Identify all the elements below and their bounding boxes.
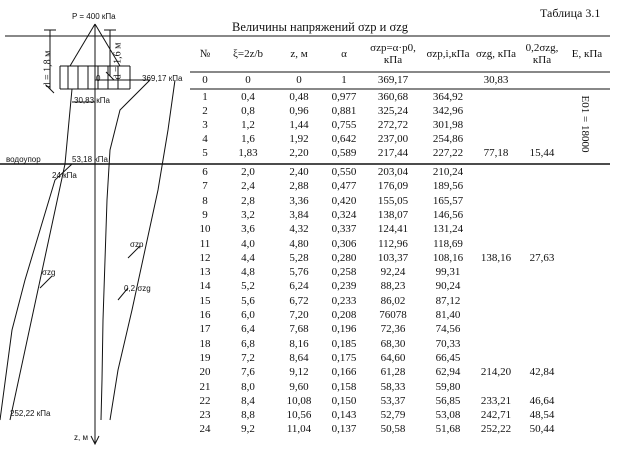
table-cell-alpha: 0,642 [331,133,357,145]
table-cell-n: 17 [199,323,211,336]
table-cell-xi: 5,6 [241,294,255,307]
s-water-label: 53,18 кПа [72,155,108,164]
table-cell-n: 3 [202,119,208,131]
table-cell-szg02: 50,44 [529,423,555,436]
table-cell-z: 1,92 [289,133,309,145]
table-cell-z: 8,64 [289,351,309,364]
s-24-label: 24 кПа [52,171,77,180]
table-cell-z: 10,56 [286,409,312,422]
table-cell-alpha: 0,239 [331,280,357,293]
szg-curve-label: σzg [42,268,56,277]
table-cell-szp: 58,33 [380,380,406,393]
table-cell-alpha: 0,258 [331,266,357,279]
header-xi: ξ=2z/b [232,48,264,60]
table-cell-z: 7,68 [289,323,309,336]
table-cell-szp: 61,28 [380,366,406,379]
table-cell-szp: 50,58 [380,423,406,436]
table-cell-alpha: 0,137 [331,423,357,436]
table-cell-alpha: 0,477 [331,180,357,193]
table-cell-szg: 252,22 [480,423,512,436]
dim-right-label: d = 1,6 м [112,42,124,80]
table-cell-szg02: 15,44 [529,147,555,159]
table-cell-szg02: 46,64 [529,394,555,407]
table-cell-xi: 1,2 [241,119,255,131]
table-cell-szp: 203,04 [377,166,409,178]
table-cell-n: 19 [199,351,211,364]
table-cell-xi: 0,8 [241,105,255,117]
table-cell-n: 14 [199,280,211,293]
table-cell-xi: 0,4 [241,91,255,103]
waterproof-label: водоупор [6,155,41,164]
table-cell-szg02: 42,84 [529,366,555,379]
s-bottom-label: 252,22 кПа [10,409,51,418]
header-szp-line1: σzp=α·p0, [370,42,416,54]
table-cell-n: 23 [199,409,211,422]
table-cell-szpi: 99,31 [435,266,461,279]
table-cell-szpi: 56,85 [435,394,461,407]
table-cell-szpi: 59,80 [435,380,461,393]
table-cell-szp: 272,72 [377,119,409,131]
table-cell-szp: 217,44 [377,147,409,159]
table-cell-szpi: 131,24 [432,223,464,236]
table-cell-szpi: 70,33 [435,337,461,350]
table-cell-z: 9,12 [289,366,309,379]
table-cell-szp: 52,79 [380,409,406,422]
table-cell-szg02: 27,63 [529,251,555,264]
table-cell-alpha: 0,420 [331,194,357,207]
table-cell-xi: 8,8 [241,409,255,422]
table-cell-alpha: 0,208 [331,309,357,321]
table-cell-xi: 1,83 [238,147,258,159]
table-cell-alpha: 0,280 [331,251,357,264]
table-cell-alpha: 0,233 [331,294,357,307]
szp-curve-label: σzp [130,240,144,249]
table-cell-n: 0 [202,74,208,86]
header-alpha: α [341,48,347,60]
table-cell-alpha: 0,324 [331,208,357,221]
szg02-curve [0,164,72,420]
z-axis-label: z, м [74,433,88,442]
table-cell-szpi: 165,57 [432,194,464,207]
table-cell-alpha: 0,166 [331,366,357,379]
table-cell-alpha: 0,306 [331,237,357,250]
table-cell-szpi: 254,86 [432,133,464,145]
table-cell-z: 6,24 [289,280,309,293]
table-cell-n: 1 [202,91,208,103]
szg-leader [40,276,52,288]
szp-curve [101,80,150,420]
table-cell-alpha: 0,589 [331,147,357,159]
table-cell-z: 5,28 [289,251,309,264]
p0-label: 369,17 кПа [142,74,183,83]
table-cell-alpha: 0,150 [331,394,357,407]
table-cell-n: 20 [199,366,211,379]
table-cell-xi: 3,6 [241,223,255,236]
table-cell-z: 0,48 [289,91,309,103]
table-cell-z: 7,20 [289,309,309,321]
table-cell-alpha: 0,158 [331,380,357,393]
table-cell-n: 9 [202,208,208,221]
table-cell-szp: 325,24 [377,105,409,117]
table-cell-szg: 30,83 [483,74,509,86]
table-cell-szp: 92,24 [380,266,406,279]
table-cell-xi: 4,8 [241,266,255,279]
table-number: Таблица 3.1 [540,6,601,20]
table-cell-z: 3,84 [289,208,309,221]
table-cell-szp: 88,23 [380,280,406,293]
header-szg02-line1: 0,2σzg, [525,42,559,54]
table-cell-z: 0,96 [289,105,309,117]
table-cell-alpha: 0,175 [331,351,357,364]
header-szpi: σzp,i,кПа [426,48,470,60]
table-cell-n: 4 [202,133,208,145]
table-cell-szpi: 51,68 [435,423,461,436]
table-cell-n: 10 [199,223,211,236]
table-cell-xi: 2,4 [241,180,255,193]
table-cell-szp: 53,37 [380,394,406,407]
table-cell-xi: 8,4 [241,394,255,407]
table-cell-szpi: 364,92 [432,91,464,103]
table-cell-xi: 0 [245,74,251,86]
table-cell-alpha: 0,550 [331,166,357,178]
table-cell-szpi: 118,69 [433,237,463,250]
table-cell-z: 2,88 [289,180,309,193]
table-cell-n: 18 [199,337,211,350]
table-cell-xi: 1,6 [241,133,255,145]
table-cell-szpi: 90,24 [435,280,461,293]
table-cell-n: 16 [199,309,211,321]
table-cell-szpi: 108,16 [432,251,464,264]
szg-upper [65,89,72,164]
table-cell-szpi: 74,56 [435,323,461,336]
table-cell-szpi: 210,24 [432,166,464,178]
table-cell-szg: 77,18 [483,147,509,159]
table-cell-xi: 4,0 [241,237,255,250]
table-cell-z: 0 [296,74,302,86]
table-cell-xi: 2,0 [241,166,255,178]
table-cell-alpha: 0,755 [331,119,357,131]
table-cell-n: 12 [199,251,211,264]
table-cell-n: 6 [202,166,208,178]
e-value: E01 = 18000 [579,95,591,153]
table-cell-z: 11,04 [286,423,312,436]
table-cell-xi: 6,8 [241,337,255,350]
header-szg02-line2: кПа [532,54,552,66]
table-cell-xi: 4,4 [241,251,255,264]
zero-mark: 0 [96,74,101,83]
table-cell-n: 11 [199,237,211,250]
table-cell-z: 9,60 [289,380,309,393]
header-szp [366,42,420,66]
table-cell-szpi: 87,12 [435,294,461,307]
table-cell-n: 22 [199,394,211,407]
table-cell-szp: 369,17 [377,74,409,86]
table-cell-szpi: 66,45 [435,351,461,364]
table-cell-xi: 8,0 [241,380,255,393]
header-n: № [199,48,211,60]
table-cell-szp: 76078 [379,309,407,321]
table-cell-n: 21 [199,380,211,393]
table-cell-alpha: 0,185 [331,337,357,350]
table-cell-alpha: 0,143 [331,409,357,422]
table-cell-szp: 360,68 [377,91,409,103]
table-cell-szp: 68,30 [380,337,406,350]
table-cell-n: 15 [199,294,211,307]
table-cell-szp: 237,00 [377,133,409,145]
table-cell-szpi: 301,98 [432,119,464,131]
table-cell-szp: 176,09 [377,180,409,193]
table-cell-z: 1,44 [289,119,309,131]
table-cell-z: 4,80 [289,237,309,250]
table-cell-n: 13 [199,266,211,279]
table-cell-alpha: 0,881 [331,105,357,117]
table-cell-xi: 6,4 [241,323,255,336]
table-cell-szg02: 48,54 [529,409,555,422]
table-cell-alpha: 0,977 [331,91,357,103]
table-cell-szp: 138,07 [377,208,409,221]
table-cell-xi: 9,2 [241,423,255,436]
s-top-label: 30,83 кПа [74,96,110,105]
table-cell-xi: 2,8 [241,194,255,207]
table-cell-szp: 112,96 [378,237,408,250]
table-cell-szpi: 189,56 [432,180,464,193]
table-cell-n: 2 [202,105,208,117]
szp-right-curve [110,80,175,420]
table-cell-szp: 124,41 [377,223,409,236]
table-cell-alpha: 0,196 [331,323,357,336]
header-szg02 [520,42,564,66]
table-cell-z: 6,72 [289,294,309,307]
table-cell-n: 24 [199,423,211,436]
table-cell-z: 5,76 [289,266,309,279]
table-cell-xi: 7,2 [241,351,255,364]
table-cell-xi: 3,2 [241,208,255,221]
table-cell-szg: 242,71 [480,409,512,422]
table-cell-szpi: 227,22 [432,147,464,159]
table-title: Величины напряжений σzp и σzg [232,20,408,34]
table-cell-n: 7 [202,180,208,193]
table-cell-z: 8,16 [289,337,309,350]
header-szg: σzg, кПа [476,48,516,60]
header-e: E, кПа [571,48,603,60]
table-cell-z: 3,36 [289,194,309,207]
table-cell-xi: 7,6 [241,366,255,379]
header-z: z, м [290,48,308,60]
table-cell-alpha: 1 [341,74,347,86]
table-cell-szp: 72,36 [380,323,406,336]
table-cell-z: 10,08 [286,394,312,407]
table-cell-z: 2,20 [289,147,309,159]
table-cell-n: 8 [202,194,208,207]
table-cell-szp: 103,37 [377,251,409,264]
table-cell-alpha: 0,337 [331,223,357,236]
table-cell-z: 2,40 [289,166,309,178]
table-cell-xi: 5,2 [241,280,255,293]
table-cell-szpi: 62,94 [435,366,461,379]
dim-left-label: d = 1,8 м [42,50,54,88]
table-cell-szg: 138,16 [480,251,512,264]
table-cell-szg: 233,21 [480,394,512,407]
table-cell-z: 4,32 [289,223,309,236]
table-cell-szpi: 81,40 [435,309,461,321]
table-cell-szp: 86,02 [380,294,406,307]
szg02-curve-label: 0,2 σzg [124,284,151,293]
table-cell-szpi: 342,96 [432,105,464,117]
load-label: P = 400 кПа [72,12,116,21]
szg-curve [10,164,65,420]
table-cell-szpi: 53,08 [435,409,461,422]
table-cell-szp: 64,60 [380,351,406,364]
table-cell-n: 5 [202,147,208,159]
table-cell-xi: 6,0 [241,309,255,321]
header-szp-line2: кПа [383,54,403,66]
table-cell-szpi: 146,56 [432,208,464,221]
table-cell-szg: 214,20 [480,366,512,379]
table-cell-szp: 155,05 [377,194,409,207]
load-line-1 [70,24,95,66]
